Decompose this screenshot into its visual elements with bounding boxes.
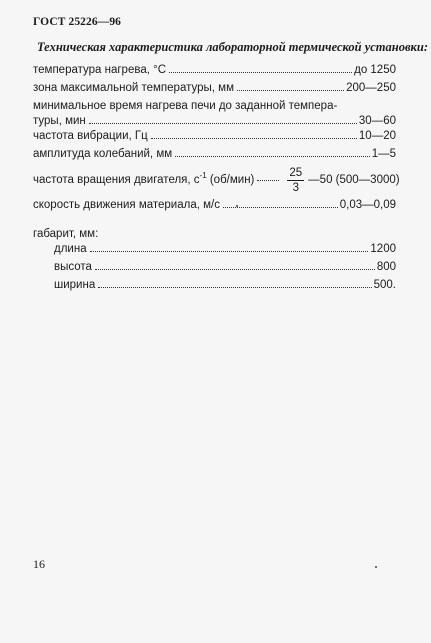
spec-label-line: минимальное время нагрева печи до заданной темпера- xyxy=(33,100,338,112)
spec-label: ширина xyxy=(54,279,96,291)
spec-row-amplitude xyxy=(33,147,396,162)
spec-label: зона максимальной температуры, мм xyxy=(33,82,234,94)
fraction-denominator: 3 xyxy=(292,181,299,194)
dot-leader xyxy=(237,90,344,91)
spec-label: длина xyxy=(54,243,87,255)
dot-leader xyxy=(95,269,375,270)
spec-row-zone xyxy=(33,81,396,96)
dot-leader xyxy=(90,251,369,252)
scan-speck xyxy=(236,205,238,207)
dot-leader xyxy=(169,72,352,73)
dimensions-heading: габарит, мм: xyxy=(33,228,99,240)
spec-value: 500. xyxy=(373,279,396,291)
spec-row-temperature xyxy=(33,63,396,78)
dot-leader xyxy=(89,123,357,124)
spec-label: высота xyxy=(54,261,92,273)
exponent: -1 xyxy=(199,170,207,180)
spec-row-rotation xyxy=(33,162,400,198)
dot-leader xyxy=(223,207,338,208)
scan-speck xyxy=(375,566,377,568)
spec-value: до 1250 xyxy=(354,64,396,76)
spec-row-height xyxy=(33,260,396,275)
spec-row-length xyxy=(33,242,396,257)
spec-label: частота вибрации, Гц xyxy=(33,130,148,142)
spec-value: 800 xyxy=(376,261,396,273)
dot-leader xyxy=(257,180,279,181)
spec-value: 10—20 xyxy=(358,130,396,142)
document-code-header: ГОСТ 25226—96 xyxy=(33,16,122,28)
spec-value: 1—5 xyxy=(371,148,396,160)
spec-row-speed xyxy=(33,198,396,213)
fraction-numerator: 25 xyxy=(289,166,303,179)
spec-value: —50 (500—3000) xyxy=(308,173,400,186)
spec-label: скорость движения материала, м/с xyxy=(33,199,220,211)
spec-value: 30—60 xyxy=(358,115,396,127)
spec-value: 1200 xyxy=(370,243,396,255)
dot-leader xyxy=(151,138,357,139)
spec-label: туры, мин xyxy=(33,115,86,127)
specifications-list xyxy=(33,63,400,293)
spec-label: температура нагрева, °С xyxy=(33,64,167,76)
spec-value: 0,03—0,09 xyxy=(339,199,396,211)
spec-label: амплитуда колебаний, мм xyxy=(33,148,173,160)
spec-row-width xyxy=(33,278,396,293)
dot-leader xyxy=(98,287,371,288)
fraction xyxy=(287,166,304,195)
spec-value: 200—250 xyxy=(346,82,396,94)
spec-label: частота вращения двигателя, $с^{-1}$ (об/мин) xyxy=(33,170,255,186)
page-number: 16 xyxy=(33,557,45,571)
spec-row-vibration xyxy=(33,129,396,144)
dot-leader xyxy=(175,156,370,157)
spec-row-min-time xyxy=(33,114,396,129)
section-title: Техническая характеристика лабораторной термической установки: xyxy=(37,40,429,54)
